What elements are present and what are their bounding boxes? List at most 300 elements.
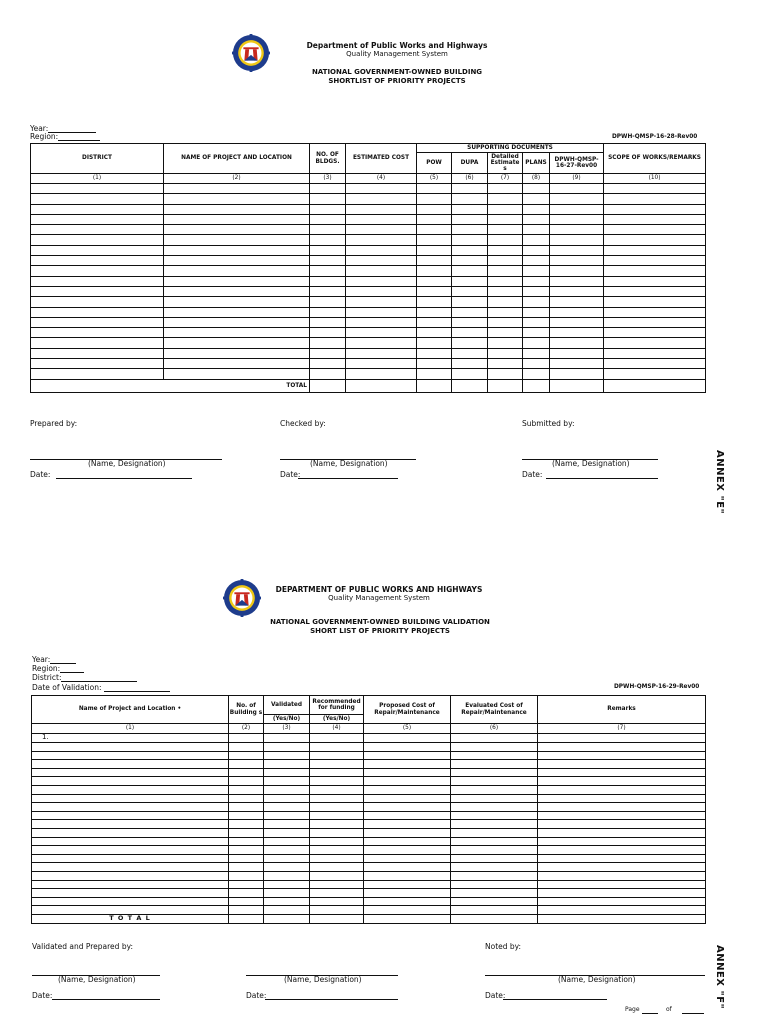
table-cell[interactable] [364, 880, 451, 889]
table-cell[interactable] [451, 751, 538, 760]
table-cell[interactable] [364, 820, 451, 829]
table-cell[interactable] [604, 266, 706, 276]
table-cell[interactable] [550, 369, 604, 379]
table-cell[interactable] [310, 880, 364, 889]
table-cell[interactable] [264, 751, 310, 760]
table-cell[interactable] [31, 369, 164, 379]
total-cell[interactable] [310, 379, 346, 392]
table-cell[interactable] [523, 194, 550, 204]
table-cell[interactable] [604, 256, 706, 266]
table-cell[interactable] [264, 871, 310, 880]
table-cell[interactable] [31, 328, 164, 338]
table-cell[interactable] [364, 906, 451, 915]
table-cell[interactable] [164, 204, 310, 214]
table-cell[interactable] [346, 369, 417, 379]
table-cell[interactable] [31, 256, 164, 266]
table-cell[interactable] [523, 245, 550, 255]
table-cell[interactable] [451, 811, 538, 820]
table-cell[interactable] [523, 307, 550, 317]
table-cell[interactable] [310, 768, 364, 777]
table-cell[interactable] [364, 803, 451, 812]
table-cell[interactable] [417, 369, 452, 379]
table-cell[interactable] [452, 307, 488, 317]
table-cell[interactable] [346, 256, 417, 266]
table-cell[interactable] [229, 794, 264, 803]
table-cell[interactable] [604, 194, 706, 204]
table-cell[interactable] [310, 245, 346, 255]
total-cell[interactable] [452, 379, 488, 392]
table-cell[interactable] [310, 328, 346, 338]
table-cell[interactable] [604, 307, 706, 317]
table-cell[interactable] [417, 286, 452, 296]
table-cell[interactable] [229, 854, 264, 863]
table-cell[interactable] [310, 225, 346, 235]
table-cell[interactable] [451, 768, 538, 777]
table-cell[interactable] [346, 225, 417, 235]
table-cell[interactable] [417, 245, 452, 255]
table-cell[interactable] [310, 256, 346, 266]
table-cell[interactable] [417, 204, 452, 214]
table-cell[interactable] [488, 359, 523, 369]
table-cell[interactable] [346, 338, 417, 348]
table-cell[interactable] [488, 317, 523, 327]
table-cell[interactable] [32, 811, 229, 820]
table-cell[interactable] [523, 317, 550, 327]
table-cell[interactable] [264, 837, 310, 846]
table-cell[interactable] [32, 837, 229, 846]
table-cell[interactable] [31, 359, 164, 369]
table-cell[interactable] [488, 235, 523, 245]
table-cell[interactable] [523, 225, 550, 235]
region-field[interactable]: Region: [30, 132, 100, 141]
table-cell[interactable] [452, 348, 488, 358]
table-cell[interactable] [452, 184, 488, 194]
table-cell[interactable] [310, 906, 364, 915]
table-cell[interactable] [364, 785, 451, 794]
table-cell[interactable] [451, 880, 538, 889]
table-cell[interactable] [523, 328, 550, 338]
table-cell[interactable] [538, 785, 706, 794]
total-cell[interactable] [604, 379, 706, 392]
table-cell[interactable] [310, 828, 364, 837]
table-cell[interactable] [31, 245, 164, 255]
table-cell[interactable] [310, 307, 346, 317]
table-cell[interactable] [538, 906, 706, 915]
table-cell[interactable] [550, 225, 604, 235]
table-cell[interactable] [264, 880, 310, 889]
table-cell[interactable] [523, 276, 550, 286]
table-cell[interactable] [310, 338, 346, 348]
table-cell[interactable] [229, 811, 264, 820]
table-cell[interactable] [488, 214, 523, 224]
table-cell[interactable] [310, 235, 346, 245]
table-cell[interactable] [550, 194, 604, 204]
table-cell[interactable] [164, 184, 310, 194]
page-number-line[interactable] [642, 1013, 658, 1014]
table-cell[interactable] [229, 889, 264, 898]
table-cell[interactable] [346, 359, 417, 369]
table-cell[interactable] [488, 276, 523, 286]
table-cell[interactable] [604, 245, 706, 255]
table-cell[interactable] [264, 897, 310, 906]
table-cell[interactable] [346, 348, 417, 358]
table-cell[interactable] [164, 256, 310, 266]
table-cell[interactable] [32, 846, 229, 855]
table-cell[interactable] [364, 794, 451, 803]
table-cell[interactable] [32, 785, 229, 794]
table-cell[interactable] [32, 768, 229, 777]
table-cell[interactable] [164, 266, 310, 276]
table-cell[interactable] [452, 276, 488, 286]
table-cell[interactable] [31, 297, 164, 307]
table-cell[interactable] [417, 297, 452, 307]
table-cell[interactable] [310, 751, 364, 760]
table-cell[interactable] [452, 214, 488, 224]
table-cell[interactable] [164, 194, 310, 204]
total-cell[interactable] [523, 379, 550, 392]
table-cell[interactable] [417, 235, 452, 245]
table-cell[interactable] [229, 863, 264, 872]
table-cell[interactable] [451, 828, 538, 837]
table-cell[interactable] [488, 204, 523, 214]
table-cell[interactable] [451, 906, 538, 915]
total-cell[interactable] [310, 914, 364, 923]
table-cell[interactable] [451, 846, 538, 855]
table-cell[interactable] [310, 297, 346, 307]
table-cell[interactable] [164, 297, 310, 307]
table-cell[interactable] [451, 777, 538, 786]
total-cell[interactable] [417, 379, 452, 392]
table-cell[interactable] [488, 297, 523, 307]
table-cell[interactable] [310, 286, 346, 296]
table-cell[interactable] [452, 328, 488, 338]
table-cell[interactable] [523, 286, 550, 296]
table-cell[interactable] [310, 811, 364, 820]
table-cell[interactable] [310, 204, 346, 214]
table-cell[interactable] [523, 266, 550, 276]
total-cell[interactable] [346, 379, 417, 392]
table-cell[interactable] [452, 194, 488, 204]
table-cell[interactable] [488, 328, 523, 338]
table-cell[interactable] [32, 820, 229, 829]
table-cell[interactable] [32, 777, 229, 786]
table-cell[interactable] [31, 276, 164, 286]
table-cell[interactable] [452, 359, 488, 369]
table-cell[interactable] [32, 889, 229, 898]
table-cell[interactable] [523, 297, 550, 307]
table-cell[interactable] [31, 235, 164, 245]
table-cell[interactable] [310, 194, 346, 204]
table-cell[interactable] [364, 854, 451, 863]
table-cell[interactable] [417, 348, 452, 358]
table-cell[interactable] [264, 743, 310, 752]
table-cell[interactable] [604, 204, 706, 214]
table-cell[interactable] [364, 734, 451, 743]
table-cell[interactable] [604, 184, 706, 194]
table-cell[interactable] [31, 184, 164, 194]
table-cell[interactable] [417, 307, 452, 317]
table-cell[interactable] [346, 307, 417, 317]
table-cell[interactable] [31, 225, 164, 235]
table-cell[interactable] [451, 820, 538, 829]
table-cell[interactable] [346, 194, 417, 204]
table-cell[interactable] [346, 235, 417, 245]
table-cell[interactable] [538, 837, 706, 846]
table-cell[interactable] [538, 880, 706, 889]
table-cell[interactable] [523, 204, 550, 214]
page-total-line[interactable] [682, 1013, 704, 1014]
table-cell[interactable] [538, 768, 706, 777]
table-cell[interactable] [346, 204, 417, 214]
table-cell[interactable] [229, 785, 264, 794]
table-cell[interactable] [364, 743, 451, 752]
table-cell[interactable] [538, 803, 706, 812]
table-cell[interactable] [488, 266, 523, 276]
table-cell[interactable] [488, 286, 523, 296]
table-cell[interactable] [164, 214, 310, 224]
table-cell[interactable] [229, 880, 264, 889]
table-cell[interactable] [346, 317, 417, 327]
table-cell[interactable] [451, 794, 538, 803]
table-cell[interactable] [523, 338, 550, 348]
table-cell[interactable] [488, 225, 523, 235]
table-cell[interactable] [451, 871, 538, 880]
table-cell[interactable] [310, 794, 364, 803]
table-cell[interactable] [310, 369, 346, 379]
table-cell[interactable] [164, 317, 310, 327]
year-field[interactable]: Year: [30, 124, 96, 133]
table-cell[interactable] [451, 837, 538, 846]
table-cell[interactable] [604, 328, 706, 338]
table-cell[interactable] [550, 328, 604, 338]
table-cell[interactable] [604, 369, 706, 379]
table-cell[interactable] [264, 760, 310, 769]
table-cell[interactable] [452, 369, 488, 379]
table-cell[interactable] [229, 768, 264, 777]
table-cell[interactable] [310, 846, 364, 855]
table-cell[interactable] [604, 348, 706, 358]
table-cell[interactable] [264, 854, 310, 863]
table-cell[interactable] [346, 276, 417, 286]
table-cell[interactable] [229, 803, 264, 812]
table-cell[interactable] [538, 897, 706, 906]
total-cell[interactable] [451, 914, 538, 923]
table-cell[interactable] [452, 235, 488, 245]
table-cell[interactable] [538, 794, 706, 803]
table-cell[interactable] [310, 760, 364, 769]
total-cell[interactable] [364, 914, 451, 923]
table-cell[interactable] [452, 204, 488, 214]
table-cell[interactable] [310, 184, 346, 194]
table-cell[interactable] [417, 338, 452, 348]
table-cell[interactable] [229, 751, 264, 760]
table-cell[interactable] [451, 760, 538, 769]
table-cell[interactable] [310, 871, 364, 880]
table-cell[interactable] [451, 734, 538, 743]
table-cell[interactable] [488, 348, 523, 358]
table-cell[interactable] [364, 811, 451, 820]
table-cell[interactable] [364, 871, 451, 880]
table-cell[interactable] [604, 338, 706, 348]
table-cell[interactable] [32, 828, 229, 837]
total-cell[interactable] [264, 914, 310, 923]
table-cell[interactable] [310, 837, 364, 846]
table-cell[interactable] [604, 297, 706, 307]
table-cell[interactable] [310, 777, 364, 786]
table-cell[interactable] [364, 751, 451, 760]
table-cell[interactable] [550, 266, 604, 276]
table-cell[interactable] [164, 225, 310, 235]
table-cell[interactable] [32, 871, 229, 880]
table-cell[interactable] [550, 359, 604, 369]
table-cell[interactable] [346, 266, 417, 276]
table-cell[interactable] [452, 225, 488, 235]
table-cell[interactable] [523, 348, 550, 358]
table-cell[interactable] [31, 348, 164, 358]
table-cell[interactable] [452, 338, 488, 348]
table-cell[interactable] [310, 317, 346, 327]
table-cell[interactable] [604, 225, 706, 235]
table-cell[interactable] [310, 276, 346, 286]
table-cell[interactable] [452, 256, 488, 266]
validation-date-field[interactable]: Date of Validation: [32, 683, 170, 692]
table-cell[interactable] [164, 235, 310, 245]
table-cell[interactable] [417, 184, 452, 194]
table-cell[interactable] [31, 214, 164, 224]
table-cell[interactable] [451, 803, 538, 812]
table-cell[interactable] [229, 871, 264, 880]
table-cell[interactable] [310, 785, 364, 794]
table-cell[interactable] [310, 854, 364, 863]
table-cell[interactable] [538, 871, 706, 880]
table-cell[interactable] [451, 785, 538, 794]
table-cell[interactable] [164, 307, 310, 317]
table-cell[interactable] [523, 359, 550, 369]
table-cell[interactable] [310, 348, 346, 358]
table-cell[interactable] [488, 184, 523, 194]
table-cell[interactable] [523, 256, 550, 266]
table-cell[interactable] [310, 734, 364, 743]
table-cell[interactable] [229, 820, 264, 829]
table-cell[interactable] [488, 245, 523, 255]
table-cell[interactable] [364, 837, 451, 846]
table-cell[interactable] [32, 751, 229, 760]
region-field[interactable]: Region: [32, 664, 84, 673]
table-cell[interactable] [32, 760, 229, 769]
table-cell[interactable] [346, 328, 417, 338]
table-cell[interactable] [538, 811, 706, 820]
table-cell[interactable] [31, 194, 164, 204]
table-cell[interactable] [451, 897, 538, 906]
table-cell[interactable] [164, 359, 310, 369]
table-cell[interactable] [264, 811, 310, 820]
table-cell[interactable] [32, 803, 229, 812]
table-cell[interactable] [264, 768, 310, 777]
table-cell[interactable] [346, 214, 417, 224]
table-cell[interactable] [364, 889, 451, 898]
total-cell[interactable] [229, 914, 264, 923]
table-cell[interactable] [32, 743, 229, 752]
table-cell[interactable] [538, 751, 706, 760]
table-cell[interactable] [538, 854, 706, 863]
date-line[interactable] [52, 999, 160, 1000]
table-cell[interactable] [451, 743, 538, 752]
table-cell[interactable] [264, 785, 310, 794]
table-cell[interactable] [604, 214, 706, 224]
table-cell[interactable] [229, 777, 264, 786]
table-cell[interactable] [417, 328, 452, 338]
table-cell[interactable] [417, 256, 452, 266]
table-cell[interactable] [550, 338, 604, 348]
table-cell[interactable] [538, 777, 706, 786]
table-cell[interactable] [364, 863, 451, 872]
table-cell[interactable] [488, 256, 523, 266]
table-cell[interactable] [346, 184, 417, 194]
table-cell[interactable] [264, 777, 310, 786]
table-cell[interactable] [164, 276, 310, 286]
table-cell[interactable] [310, 820, 364, 829]
table-cell[interactable] [538, 828, 706, 837]
table-cell[interactable] [488, 369, 523, 379]
table-cell[interactable] [229, 734, 264, 743]
table-cell[interactable] [550, 235, 604, 245]
date-line[interactable] [546, 478, 658, 479]
table-cell[interactable] [523, 214, 550, 224]
table-cell[interactable] [229, 743, 264, 752]
table-cell[interactable] [488, 194, 523, 204]
table-cell[interactable] [550, 245, 604, 255]
table-cell[interactable] [364, 828, 451, 837]
table-cell[interactable] [229, 906, 264, 915]
table-cell[interactable] [538, 734, 706, 743]
table-cell[interactable] [164, 338, 310, 348]
table-cell[interactable] [264, 803, 310, 812]
table-cell[interactable] [550, 214, 604, 224]
table-cell[interactable] [364, 768, 451, 777]
table-cell[interactable] [417, 359, 452, 369]
table-cell[interactable] [604, 286, 706, 296]
table-cell[interactable] [264, 863, 310, 872]
table-cell[interactable] [310, 266, 346, 276]
table-cell[interactable] [604, 359, 706, 369]
table-cell[interactable] [32, 794, 229, 803]
table-cell[interactable] [550, 286, 604, 296]
table-cell[interactable] [310, 743, 364, 752]
date-line[interactable] [265, 999, 398, 1000]
table-cell[interactable] [346, 297, 417, 307]
table-cell[interactable] [523, 184, 550, 194]
table-cell[interactable] [550, 204, 604, 214]
table-cell[interactable] [452, 286, 488, 296]
table-cell[interactable] [164, 328, 310, 338]
table-cell[interactable] [538, 820, 706, 829]
table-cell[interactable] [32, 897, 229, 906]
table-cell[interactable] [538, 889, 706, 898]
table-cell[interactable] [346, 286, 417, 296]
table-cell[interactable] [264, 828, 310, 837]
table-cell[interactable] [310, 897, 364, 906]
table-cell[interactable] [550, 348, 604, 358]
table-cell[interactable] [538, 760, 706, 769]
table-cell[interactable] [32, 863, 229, 872]
table-cell[interactable] [31, 307, 164, 317]
table-cell[interactable] [229, 828, 264, 837]
table-cell[interactable] [164, 348, 310, 358]
table-cell[interactable] [417, 266, 452, 276]
year-field[interactable]: Year: [32, 655, 76, 664]
table-cell[interactable] [364, 897, 451, 906]
total-cell[interactable] [550, 379, 604, 392]
